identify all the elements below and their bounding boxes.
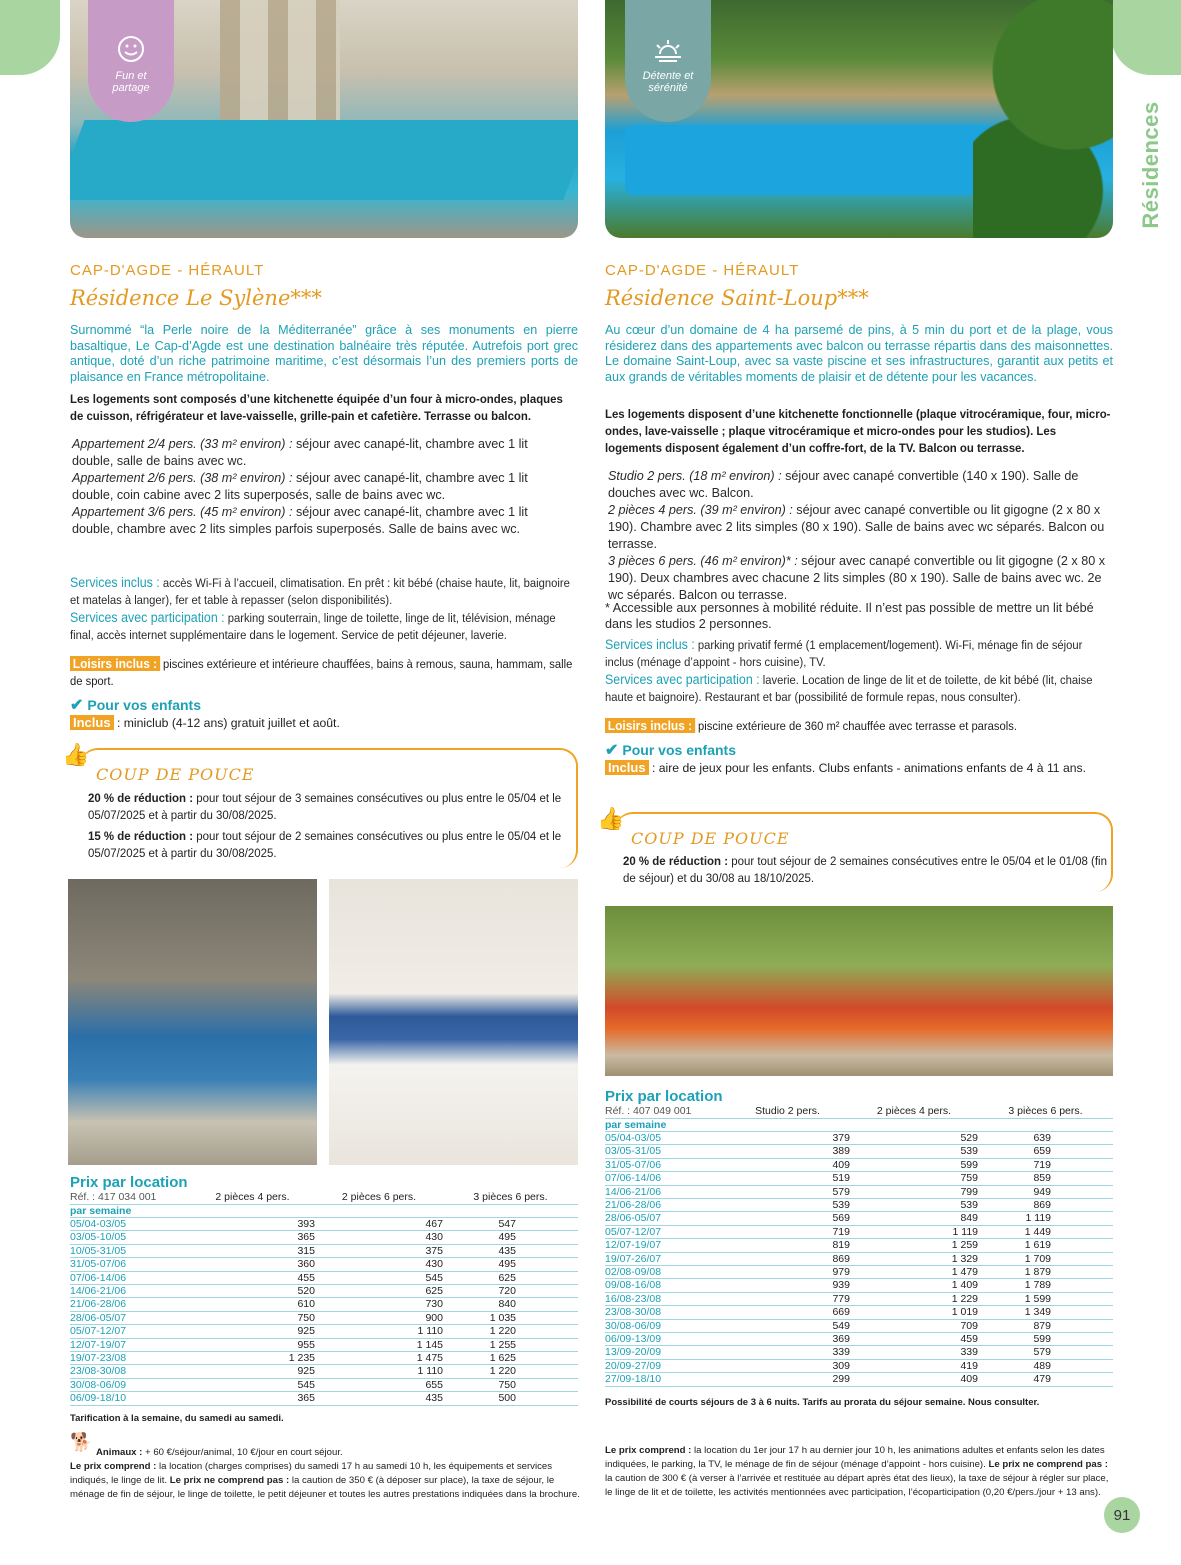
price-cell: 659: [978, 1145, 1113, 1158]
price-cell: 299: [725, 1373, 850, 1386]
price-cell: 539: [850, 1145, 978, 1158]
price-cell: 459: [850, 1333, 978, 1346]
price-cell: 719: [725, 1225, 850, 1238]
period-cell: 28/06-05/07: [605, 1212, 725, 1225]
price-cell: 1 220: [443, 1365, 578, 1378]
price-cell: 869: [978, 1198, 1113, 1211]
offer-text: pour tout séjour de 2 semaines consécutives entre le 05/04 et le 01/08 (fin de séjour) et du 30/08 au 18/10/2025.: [623, 854, 1107, 885]
period-cell: 03/05-31/05: [605, 1145, 725, 1158]
price-cell: 1 619: [978, 1239, 1113, 1252]
section-tab-label: Résidences: [1138, 101, 1163, 229]
period-cell: 21/06-28/06: [70, 1298, 190, 1311]
region: CAP-D'AGDE - HÉRAULT: [605, 262, 800, 279]
price-cell: 369: [725, 1333, 850, 1346]
fine-text: la location (charges comprises) du samedi 17 h au samedi 10 h, les équipements et services indiqués, le linge de lit.: [70, 1461, 553, 1486]
table-row: [605, 1239, 1113, 1252]
period-cell: 23/08-30/08: [605, 1306, 725, 1319]
price-title: Prix par location: [70, 1174, 188, 1191]
coup-de-pouce-text: [88, 790, 577, 861]
table-subheader: [605, 1118, 1113, 1131]
table-row: [605, 1212, 1113, 1225]
par-semaine: par semaine: [70, 1204, 190, 1217]
intro-text: Surnommé “la Perle noire de la Méditerranée” grâce à ses monuments en pierre basaltique, Le Cap-d’Agde est une destination balnéaire très réputée. Autrefois port grec antique, doté d’un riche patrimoine maritime, c’est désormais l’un des premiers ports de plaisance en France métropolitaine.: [70, 323, 578, 384]
price-cell: 529: [850, 1131, 978, 1144]
apartment-name: Appartement 2/4 pers. (33 m² environ) :: [72, 437, 293, 451]
price-cell: 730: [315, 1298, 443, 1311]
price-cell: 520: [190, 1284, 315, 1297]
residence-saint-loup: [597, 0, 1113, 1520]
period-cell: 05/07-12/07: [605, 1225, 725, 1238]
price-cell: 1 329: [850, 1252, 978, 1265]
badge-label: Détente et sérénité: [642, 70, 694, 94]
period-cell: 09/08-16/08: [605, 1279, 725, 1292]
period-cell: 14/06-21/06: [70, 1284, 190, 1297]
apartment-desc: séjour avec canapé-lit, chambre avec 1 lit double, salle de bains avec wc.: [72, 437, 528, 468]
price-cell: 779: [725, 1292, 850, 1305]
table-row: [70, 1378, 578, 1391]
table-row: [605, 1172, 1113, 1185]
price-cell: 1 119: [978, 1212, 1113, 1225]
period-cell: 06/09-13/09: [605, 1333, 725, 1346]
apartment-desc: séjour avec canapé-lit, chambre avec 1 lit double, chambre avec 2 lits simples parfois superposés. Salle de bains avec wc.: [72, 505, 528, 536]
price-cell: 949: [978, 1185, 1113, 1198]
period-cell: 05/04-03/05: [70, 1217, 190, 1230]
price-cell: 467: [315, 1217, 443, 1230]
apartment-item: [608, 553, 1108, 604]
price-cell: 1 220: [443, 1325, 578, 1338]
table-row: [70, 1351, 578, 1364]
loisirs-text: piscine extérieure de 360 m² chauffée avec terrasse et parasols.: [694, 719, 1017, 733]
price-cell: 625: [443, 1271, 578, 1284]
table-row: [70, 1338, 578, 1351]
fine-print: [70, 1446, 580, 1502]
column-header: 3 pièces 6 pers.: [443, 1190, 578, 1204]
period-cell: 21/06-28/06: [605, 1198, 725, 1211]
apartment-name: Appartement 2/6 pers. (38 m² environ) :: [72, 471, 293, 485]
price-cell: 339: [850, 1346, 978, 1359]
price-cell: 1 625: [443, 1351, 578, 1364]
price-cell: 1 229: [850, 1292, 978, 1305]
apartment-desc: séjour avec canapé convertible (140 x 190). Salle de douches avec wc. Balcon.: [608, 469, 1079, 500]
apartment-name: Studio 2 pers. (18 m² environ) :: [608, 469, 782, 483]
price-cell: 455: [190, 1271, 315, 1284]
services-inclus: [70, 574, 576, 609]
price-cell: 849: [850, 1212, 978, 1225]
table-subheader: [70, 1204, 578, 1217]
table-body: [70, 1217, 578, 1405]
price-cell: 1 709: [978, 1252, 1113, 1265]
ref: Réf. : 407 049 001: [605, 1104, 725, 1118]
fine-text: + 60 €/séjour/animal, 10 €/jour en court séjour.: [142, 1447, 343, 1458]
inclus-text: : miniclub (4-12 ans) gratuit juillet et août.: [113, 716, 340, 730]
loisirs-text: piscines extérieure et intérieure chauffées, bains à remous, sauna, hammam, salle de sport.: [70, 657, 573, 688]
period-cell: 07/06-14/06: [70, 1271, 190, 1284]
apartment-name: 3 pièces 6 pers. (46 m² environ)* :: [608, 554, 798, 568]
price-cell: 750: [443, 1378, 578, 1391]
services-text: accès Wi-Fi à l’accueil, climatisation. En prêt : kit bébé (chaise haute, lit, baignoire et matelas à langer), fer et table à repasser (selon disponibilités).: [70, 576, 570, 607]
period-cell: 06/09-18/10: [70, 1392, 190, 1405]
price-cell: 1 479: [850, 1265, 978, 1278]
price-cell: 539: [850, 1198, 978, 1211]
services-label: Services inclus :: [605, 637, 695, 652]
pet-icon: 🐕: [70, 1432, 93, 1452]
check-icon: ✔: [70, 697, 84, 714]
period-cell: 05/04-03/05: [605, 1131, 725, 1144]
table-row: [605, 1131, 1113, 1144]
corner-decoration: [1111, 0, 1181, 75]
table-row: [70, 1311, 578, 1324]
enfants-inclus: [70, 714, 340, 732]
photo-detail: [70, 120, 578, 200]
enfants-title: Pour vos enfants: [87, 697, 201, 713]
price-cell: 309: [725, 1359, 850, 1372]
price-cell: 393: [190, 1217, 315, 1230]
loisirs: [605, 717, 1111, 735]
enfants-inclus: [605, 759, 1086, 777]
price-cell: 579: [978, 1346, 1113, 1359]
table-row: [70, 1284, 578, 1297]
price-cell: 539: [725, 1198, 850, 1211]
table-row: [70, 1258, 578, 1271]
services-participation: [605, 671, 1111, 706]
apartment-desc: séjour avec canapé convertible ou lit gigogne (2 x 80 x 190). Deux chambres avec chacune 2 lits simples (80 x 190). Salle de bains avec wc. 2e wc séparés. Balcon ou terrasse.: [608, 554, 1106, 602]
corner-decoration: [0, 0, 60, 75]
column-header: 2 pièces 4 pers.: [190, 1190, 315, 1204]
offer: [88, 790, 577, 823]
residence-title: Résidence Le Sylène***: [70, 286, 322, 310]
services-text: parking souterrain, linge de toilette, linge de lit, télévision, ménage final, accès internet supplémentaire dans le logement. Service de petit déjeuner, laverie.: [70, 611, 556, 642]
inclus-text: : aire de jeux pour les enfants. Clubs enfants - animations enfants de 4 à 11 ans.: [648, 761, 1087, 775]
services-inclus: [605, 636, 1111, 671]
column-header: 3 pièces 6 pers.: [978, 1104, 1113, 1118]
photo-detail: [973, 0, 1113, 238]
residence-sylene: [62, 0, 580, 1520]
apartment-item: [608, 502, 1108, 553]
column-header: 2 pièces 4 pers.: [850, 1104, 978, 1118]
offer: [88, 828, 577, 861]
coup-de-pouce-title: COUP DE POUCE: [631, 829, 790, 848]
period-cell: 20/09-27/09: [605, 1359, 725, 1372]
price-cell: 750: [190, 1311, 315, 1324]
price-cell: 389: [725, 1145, 850, 1158]
fine-text: la caution de 300 € (à verser à l’arrivée et restituée au départ après état des lieux), la taxe de séjour à régler sur place, le linge de lit et de toilette, les activités mentionnées avec participation, l’écoparticipation (0,20 €/pers./jour + 13 ans).: [605, 1473, 1109, 1498]
price-cell: 879: [978, 1319, 1113, 1332]
thumbs-up-icon: 👍: [62, 742, 90, 767]
table-row: [70, 1392, 578, 1405]
coup-de-pouce-text: [623, 853, 1112, 886]
price-cell: 1 235: [190, 1351, 315, 1364]
apartment-name: Appartement 3/6 pers. (45 m² environ) :: [72, 505, 293, 519]
apartment-item: [72, 436, 572, 470]
enfants-heading: [605, 740, 736, 760]
fine-print: [605, 1444, 1113, 1500]
price-cell: 610: [190, 1298, 315, 1311]
price-cell: 1 879: [978, 1265, 1113, 1278]
price-cell: 1 110: [315, 1325, 443, 1338]
period-cell: 30/08-06/09: [70, 1378, 190, 1391]
price-cell: 639: [978, 1131, 1113, 1144]
table-row: [70, 1231, 578, 1244]
period-cell: 30/08-06/09: [605, 1319, 725, 1332]
section-tab: [1131, 100, 1171, 230]
price-cell: 1 449: [978, 1225, 1113, 1238]
apartment-name: 2 pièces 4 pers. (39 m² environ) :: [608, 503, 793, 517]
column-header: 2 pièces 6 pers.: [315, 1190, 443, 1204]
fine-text: la location du 1er jour 17 h au dernier jour 10 h, les animations adultes et enfants selon les dates indiquées, le parking, la TV, le ménage de fin de séjour (ménage d’appoint - hors cuisine).: [605, 1445, 1105, 1470]
period-cell: 16/08-23/08: [605, 1292, 725, 1305]
offer-label: 15 % de réduction :: [88, 829, 194, 843]
period-cell: 12/07-19/07: [70, 1338, 190, 1351]
price-cell: 547: [443, 1217, 578, 1230]
table-row: [605, 1373, 1113, 1386]
period-cell: 13/09-20/09: [605, 1346, 725, 1359]
period-cell: 14/06-21/06: [605, 1185, 725, 1198]
table-row: [605, 1319, 1113, 1332]
apartment-list: [72, 436, 572, 538]
apartment-item: [72, 504, 572, 538]
logements-text: Les logements sont composés d’une kitchenette équipée d’un four à micro-ondes, plaques de cuisson, réfrigérateur et lave-vaisselle, grille-pain et cafetière. Terrasse ou balcon.: [70, 392, 563, 423]
period-cell: 07/06-14/06: [605, 1172, 725, 1185]
table-row: [605, 1359, 1113, 1372]
price-cell: 1 145: [315, 1338, 443, 1351]
fine-label: Animaux :: [96, 1447, 143, 1458]
residence-title: Résidence Saint-Loup***: [605, 286, 869, 310]
table-row: [605, 1158, 1113, 1171]
inclus-tag: Inclus: [70, 715, 114, 730]
period-cell: 02/08-09/08: [605, 1265, 725, 1278]
price-cell: 365: [190, 1231, 315, 1244]
apartment-list: [608, 468, 1108, 604]
period-cell: 27/09-18/10: [605, 1373, 725, 1386]
period-cell: 19/07-23/08: [70, 1351, 190, 1364]
apartment-desc: séjour avec canapé convertible ou lit gigogne (2 x 80 x 190). Chambre avec 2 lits simples (80 x 190). Salle de bains avec wc séparés. Balcon ou terrasse.: [608, 503, 1105, 551]
price-cell: 360: [190, 1258, 315, 1271]
price-cell: 1 035: [443, 1311, 578, 1324]
table-row: [605, 1252, 1113, 1265]
price-cell: 545: [315, 1271, 443, 1284]
ref: Réf. : 417 034 001: [70, 1190, 190, 1204]
price-cell: 599: [978, 1333, 1113, 1346]
services-text: laverie. Location de linge de lit et de toilette, de kit bébé (lit, chaise haute et baignoire). Restaurant et bar (possibilité de formule repas, nous consulter).: [605, 673, 1093, 704]
enfants-heading: [70, 695, 201, 715]
price-cell: 435: [315, 1392, 443, 1405]
price-cell: 859: [978, 1172, 1113, 1185]
pmr-note: * Accessible aux personnes à mobilité réduite. Il n’est pas possible de mettre un lit bébé dans les studios 2 personnes.: [605, 601, 1094, 631]
period-cell: 05/07-12/07: [70, 1325, 190, 1338]
services-participation: [70, 609, 576, 644]
price-cell: 1 119: [850, 1225, 978, 1238]
period-cell: 28/06-05/07: [70, 1311, 190, 1324]
period-cell: 31/05-07/06: [70, 1258, 190, 1271]
price-cell: 579: [725, 1185, 850, 1198]
table-row: [605, 1265, 1113, 1278]
offer-label: 20 % de réduction :: [88, 791, 194, 805]
services-label: Services avec participation :: [605, 672, 760, 687]
column-header: Studio 2 pers.: [725, 1104, 850, 1118]
price-cell: 1 599: [978, 1292, 1113, 1305]
price-cell: 519: [725, 1172, 850, 1185]
living-room-photo: [68, 879, 317, 1165]
table-body: [605, 1131, 1113, 1386]
loisirs: [70, 655, 576, 690]
fine-label: Le prix ne comprend pas :: [169, 1475, 290, 1486]
price-cell: 1 789: [978, 1279, 1113, 1292]
price-cell: 479: [978, 1373, 1113, 1386]
price-cell: 939: [725, 1279, 850, 1292]
offer: [623, 853, 1112, 886]
offer-text: pour tout séjour de 3 semaines consécutives ou plus entre le 05/04 et le 05/07/2025 et à partir du 30/08/2025.: [88, 791, 562, 822]
period-cell: 12/07-19/07: [605, 1239, 725, 1252]
table-row: [70, 1271, 578, 1284]
price-cell: 979: [725, 1265, 850, 1278]
price-cell: 955: [190, 1338, 315, 1351]
enfants-title: Pour vos enfants: [622, 742, 736, 758]
price-cell: 375: [315, 1244, 443, 1257]
price-cell: 720: [443, 1284, 578, 1297]
loisirs-tag: Loisirs inclus :: [70, 656, 160, 671]
period-cell: 03/05-10/05: [70, 1231, 190, 1244]
period-cell: 23/08-30/08: [70, 1365, 190, 1378]
sunset-icon: [652, 38, 684, 64]
services-text: parking privatif fermé (1 emplacement/logement). Wi-Fi, ménage fin de séjour inclus (ménage d’appoint - hors cuisine), TV.: [605, 638, 1083, 669]
period-cell: 10/05-31/05: [70, 1244, 190, 1257]
price-cell: 819: [725, 1239, 850, 1252]
price-cell: 900: [315, 1311, 443, 1324]
price-cell: 655: [315, 1378, 443, 1391]
table-row: [70, 1244, 578, 1257]
price-cell: 799: [850, 1185, 978, 1198]
fine-label: Le prix comprend :: [605, 1445, 692, 1456]
theme-badge: [625, 0, 711, 122]
price-cell: 435: [443, 1244, 578, 1257]
coup-de-pouce-title: COUP DE POUCE: [96, 765, 255, 784]
offer-label: 20 % de réduction :: [623, 854, 729, 868]
price-cell: 379: [725, 1131, 850, 1144]
price-cell: 625: [315, 1284, 443, 1297]
check-icon: ✔: [605, 742, 619, 759]
table-note: Tarification à la semaine, du samedi au samedi.: [70, 1413, 284, 1424]
price-table: [605, 1104, 1113, 1387]
price-cell: 339: [725, 1346, 850, 1359]
table-row: [605, 1292, 1113, 1305]
apartment-item: [608, 468, 1108, 502]
services-label: Services inclus :: [70, 575, 160, 590]
offer-text: pour tout séjour de 2 semaines consécutives ou plus entre le 05/04 et le 05/07/2025 et à partir du 30/08/2025.: [88, 829, 562, 860]
fine-label: Le prix ne comprend pas :: [988, 1459, 1108, 1470]
price-cell: 545: [190, 1378, 315, 1391]
animaux-line: [70, 1446, 580, 1460]
smiley-icon: [116, 34, 146, 64]
period-cell: 31/05-07/06: [605, 1158, 725, 1171]
price-cell: 1 255: [443, 1338, 578, 1351]
table-row: [605, 1198, 1113, 1211]
price-cell: 549: [725, 1319, 850, 1332]
price-cell: 925: [190, 1325, 315, 1338]
apartment-desc: séjour avec canapé-lit, chambre avec 1 lit double, coin cabine avec 2 lits superposés, salle de bains avec wc.: [72, 471, 528, 502]
price-cell: 669: [725, 1306, 850, 1319]
price-cell: 1 110: [315, 1365, 443, 1378]
table-row: [605, 1279, 1113, 1292]
price-cell: 1 475: [315, 1351, 443, 1364]
price-title: Prix par location: [605, 1088, 723, 1105]
region: CAP-D'AGDE - HÉRAULT: [70, 262, 265, 279]
price-cell: 495: [443, 1231, 578, 1244]
table-row: [70, 1365, 578, 1378]
bedroom-photo: [329, 879, 578, 1165]
price-cell: 840: [443, 1298, 578, 1311]
table-row: [605, 1185, 1113, 1198]
table-header: [70, 1190, 578, 1204]
price-cell: 500: [443, 1392, 578, 1405]
family-living-room-photo: [605, 906, 1113, 1076]
loisirs-tag: Loisirs inclus :: [605, 718, 695, 733]
price-cell: 315: [190, 1244, 315, 1257]
badge-label: Fun et partage: [112, 70, 150, 94]
table-row: [605, 1145, 1113, 1158]
price-cell: 495: [443, 1258, 578, 1271]
fine-text: la caution de 350 € (à déposer sur place), la taxe de séjour, le ménage de fin de séjour, le linge de toilette, le petit déjeuner et toutes les autres prestations indiquées dans la brochure.: [70, 1475, 580, 1500]
price-cell: 719: [978, 1158, 1113, 1171]
price-cell: 1 019: [850, 1306, 978, 1319]
table-header: [605, 1104, 1113, 1118]
table-row: [605, 1225, 1113, 1238]
table-row: [70, 1298, 578, 1311]
theme-badge: [88, 0, 174, 122]
price-cell: 419: [850, 1359, 978, 1372]
thumbs-up-icon: 👍: [597, 806, 625, 831]
intro-text: Au cœur d’un domaine de 4 ha parsemé de pins, à 5 min du port et de la plage, vous résiderez dans des appartements avec balcon ou terrasse répartis dans des maisonnettes. Le domaine Saint-Loup, avec sa vaste piscine et ses infrastructures, garantit aux petits et aux grands de véritables moments de plaisir et de détente pour les vacances.: [605, 323, 1113, 384]
fine-label: Le prix comprend :: [70, 1461, 157, 1472]
comprend-line: [70, 1460, 580, 1502]
price-cell: 430: [315, 1258, 443, 1271]
table-row: [605, 1306, 1113, 1319]
price-cell: 489: [978, 1359, 1113, 1372]
comprend-line: [605, 1444, 1113, 1500]
table-row: [605, 1333, 1113, 1346]
price-cell: 409: [850, 1373, 978, 1386]
price-cell: 759: [850, 1172, 978, 1185]
logements-text: Les logements disposent d’une kitchenette fonctionnelle (plaque vitrocéramique, four, micro-ondes, lave-vaisselle ; plaque vitrocéramique et micro-ondes pour les studios). Les logements disposent également d’un coffre-fort, de la TV. Balcon ou terrasse.: [605, 407, 1111, 455]
table-note: Possibilité de courts séjours de 3 à 6 nuits. Tarifs au prorata du séjour semaine. Nous consulter.: [605, 1397, 1040, 1408]
inclus-tag: Inclus: [605, 760, 649, 775]
table-row: [70, 1325, 578, 1338]
table-row: [605, 1346, 1113, 1359]
price-cell: 409: [725, 1158, 850, 1171]
price-cell: 569: [725, 1212, 850, 1225]
services-label: Services avec participation :: [70, 610, 225, 625]
page-number: 91: [1104, 1497, 1140, 1533]
table-row: [70, 1217, 578, 1230]
par-semaine: par semaine: [605, 1118, 725, 1131]
price-cell: 709: [850, 1319, 978, 1332]
price-cell: 869: [725, 1252, 850, 1265]
price-cell: 925: [190, 1365, 315, 1378]
price-cell: 1 259: [850, 1239, 978, 1252]
price-table: [70, 1190, 578, 1406]
price-cell: 1 409: [850, 1279, 978, 1292]
price-cell: 1 349: [978, 1306, 1113, 1319]
price-cell: 430: [315, 1231, 443, 1244]
apartment-item: [72, 470, 572, 504]
period-cell: 19/07-26/07: [605, 1252, 725, 1265]
price-cell: 599: [850, 1158, 978, 1171]
price-cell: 365: [190, 1392, 315, 1405]
